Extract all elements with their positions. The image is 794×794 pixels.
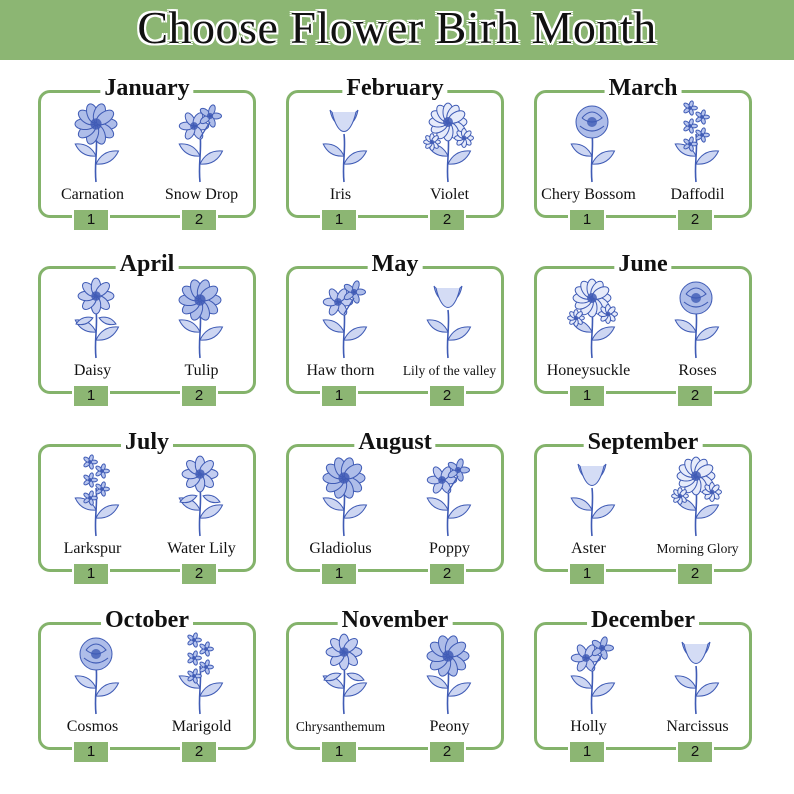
cosmos-icon — [46, 630, 146, 716]
option-badge-2[interactable]: 2 — [428, 740, 466, 764]
option-badge-2[interactable]: 2 — [180, 384, 218, 408]
flower-name-1: Aster — [571, 540, 606, 557]
option-badge-1[interactable]: 1 — [568, 208, 606, 232]
option-badge-2[interactable]: 2 — [180, 208, 218, 232]
month-card-november — [286, 607, 504, 760]
flower-name-1: Chery Bossom — [541, 186, 636, 203]
flower-name-1: Iris — [329, 186, 352, 203]
narcissus-icon — [646, 630, 746, 716]
option-badge-1[interactable]: 1 — [72, 208, 110, 232]
peony-icon — [398, 630, 498, 716]
carnation-icon — [46, 98, 146, 184]
flower-name-1: Chrysanthemum — [295, 719, 386, 734]
month-title: November — [338, 606, 453, 634]
option-badge-2[interactable]: 2 — [676, 740, 714, 764]
daisy-icon — [46, 274, 146, 360]
month-card-march — [534, 75, 752, 228]
option-badge-2[interactable]: 2 — [676, 562, 714, 586]
month-title: May — [368, 250, 423, 278]
flower-name-1: Holly — [570, 718, 607, 735]
month-title: July — [121, 428, 173, 456]
holly-icon — [542, 630, 642, 716]
flower-name-2: Morning Glory — [656, 541, 739, 556]
rose-icon — [646, 274, 746, 360]
flower-name-1: Cosmos — [66, 718, 119, 735]
page-title: Choose Flower Birh Month — [137, 2, 657, 53]
month-title: October — [101, 606, 193, 634]
flower-name-2: Marigold — [171, 718, 232, 735]
option-badge-1[interactable]: 1 — [568, 740, 606, 764]
snowdrop-icon — [150, 98, 250, 184]
flower-name-2: Tulip — [184, 362, 219, 379]
option-badge-1[interactable]: 1 — [320, 740, 358, 764]
violet-icon — [398, 98, 498, 184]
month-title: January — [100, 74, 193, 102]
flower-name-2: Violet — [429, 186, 470, 203]
aster-icon — [542, 452, 642, 538]
flower-name-2: Narcissus — [666, 718, 729, 735]
month-title: June — [614, 250, 671, 278]
option-badge-1[interactable]: 1 — [320, 384, 358, 408]
option-badge-2[interactable]: 2 — [428, 384, 466, 408]
flower-name-2: Daffodil — [670, 186, 725, 203]
flower-name-2: Lily of the valley — [402, 363, 497, 378]
chrysanthemum-icon — [294, 630, 394, 716]
flower-name-1: Haw thorn — [306, 362, 375, 379]
option-badge-1[interactable]: 1 — [320, 208, 358, 232]
month-card-january — [38, 75, 256, 228]
lily-of-the-valley-icon — [398, 274, 498, 360]
month-card-september — [534, 429, 752, 582]
hawthorn-icon — [294, 274, 394, 360]
water-lily-icon — [150, 452, 250, 538]
poppy-icon — [398, 452, 498, 538]
month-card-august — [286, 429, 504, 582]
month-card-october — [38, 607, 256, 760]
tulip-icon — [150, 274, 250, 360]
flower-name-1: Daisy — [73, 362, 112, 379]
marigold-icon — [150, 630, 250, 716]
larkspur-icon — [46, 452, 146, 538]
option-badge-2[interactable]: 2 — [180, 562, 218, 586]
option-badge-1[interactable]: 1 — [568, 384, 606, 408]
month-card-july — [38, 429, 256, 582]
flower-name-2: Roses — [678, 362, 717, 379]
month-title: August — [354, 428, 435, 456]
option-badge-2[interactable]: 2 — [180, 740, 218, 764]
option-badge-1[interactable]: 1 — [72, 562, 110, 586]
flower-name-2: Peony — [429, 718, 470, 735]
flower-name-1: Carnation — [60, 186, 125, 203]
option-badge-2[interactable]: 2 — [676, 208, 714, 232]
morning-glory-icon — [646, 452, 746, 538]
flower-name-2: Water Lily — [167, 540, 236, 557]
option-badge-2[interactable]: 2 — [676, 384, 714, 408]
flower-name-2: Snow Drop — [164, 186, 239, 203]
option-badge-2[interactable]: 2 — [428, 208, 466, 232]
month-title: December — [587, 606, 699, 634]
flower-name-1: Gladiolus — [309, 540, 372, 557]
option-badge-1[interactable]: 1 — [568, 562, 606, 586]
option-badge-1[interactable]: 1 — [72, 740, 110, 764]
month-card-june — [534, 251, 752, 404]
honeysuckle-icon — [542, 274, 642, 360]
iris-icon — [294, 98, 394, 184]
option-badge-2[interactable]: 2 — [428, 562, 466, 586]
month-title: September — [584, 428, 703, 456]
month-title: February — [342, 74, 447, 102]
daffodil-icon — [646, 98, 746, 184]
option-badge-1[interactable]: 1 — [72, 384, 110, 408]
month-title: April — [116, 250, 179, 278]
option-badge-1[interactable]: 1 — [320, 562, 358, 586]
month-card-may — [286, 251, 504, 404]
flower-name-1: Honeysuckle — [546, 362, 631, 379]
cherry-blossom-icon — [542, 98, 642, 184]
month-title: March — [605, 74, 682, 102]
month-card-december — [534, 607, 752, 760]
month-card-february — [286, 75, 504, 228]
gladiolus-icon — [294, 452, 394, 538]
month-card-april — [38, 251, 256, 404]
flower-name-2: Poppy — [429, 540, 470, 557]
flower-name-1: Larkspur — [63, 540, 122, 557]
